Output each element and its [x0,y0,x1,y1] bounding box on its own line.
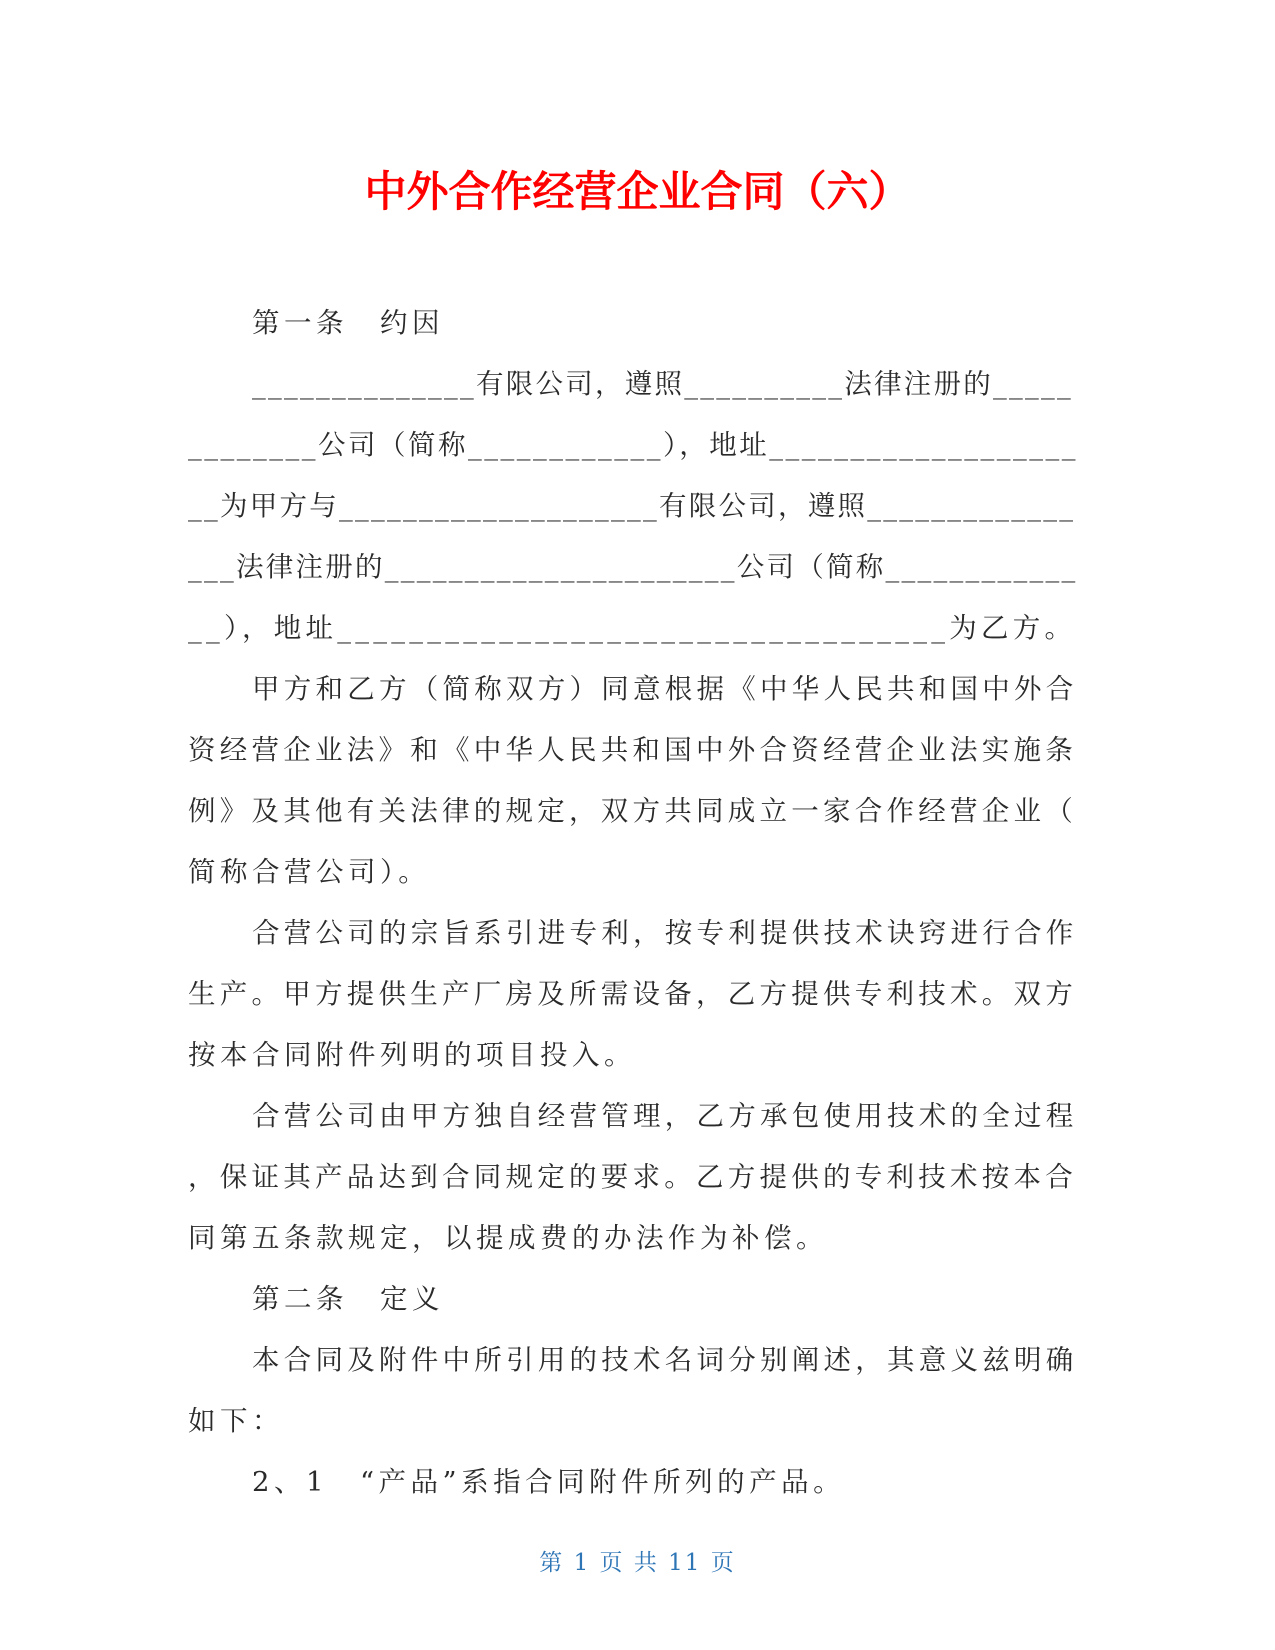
body-line: 按本合同附件列明的项目投入。 [188,1039,636,1071]
body-line: ___法律注册的______________________公司（简称____________ [188,551,1078,583]
body-line: 简称合营公司）。 [188,856,431,888]
page-number: 第 1 页 共 11 页 [539,1550,736,1576]
body-line: ______________有限公司，遵照__________法律注册的_____ [252,368,1073,400]
body-line: ________公司（简称____________），地址___________________ [188,429,1078,461]
body-line: 生产。甲方提供生产厂房及所需设备，乙方提供专利技术。双方 [188,978,1077,1010]
document-body [188,293,1080,1513]
body-line: 第一条 约因 [252,307,444,339]
body-line: 2、1 “产品”系指合同附件所列的产品。 [252,1466,846,1498]
body-line: 合营公司的宗旨系引进专利，按专利提供技术诀窍进行合作 [252,917,1078,949]
body-line: __为甲方与____________________有限公司，遵照_____________ [188,490,1076,522]
body-line: 合营公司由甲方独自经营管理，乙方承包使用技术的全过程 [252,1100,1078,1132]
body-line: 如下： [188,1405,284,1437]
body-line: 例》及其他有关法律的规定，双方共同成立一家合作经营企业（ [188,795,1077,827]
body-line: 本合同及附件中所引用的技术名词分别阐述，其意义兹明确 [252,1344,1078,1376]
body-line: 资经营企业法》和《中华人民共和国中外合资经营企业法实施条 [188,734,1077,766]
body-line: 甲方和乙方（简称双方）同意根据《中华人民共和国中外合 [252,673,1078,705]
body-line: 同第五条款规定，以提成费的办法作为补偿。 [188,1222,828,1254]
body-line: __），地址__________________________________为乙方。 [188,612,1077,644]
body-line: 第二条 定义 [252,1283,444,1315]
body-line: ，保证其产品达到合同规定的要求。乙方提供的专利技术按本合 [188,1161,1077,1193]
document-title: 中外合作经营企业合同（六） [364,167,911,216]
